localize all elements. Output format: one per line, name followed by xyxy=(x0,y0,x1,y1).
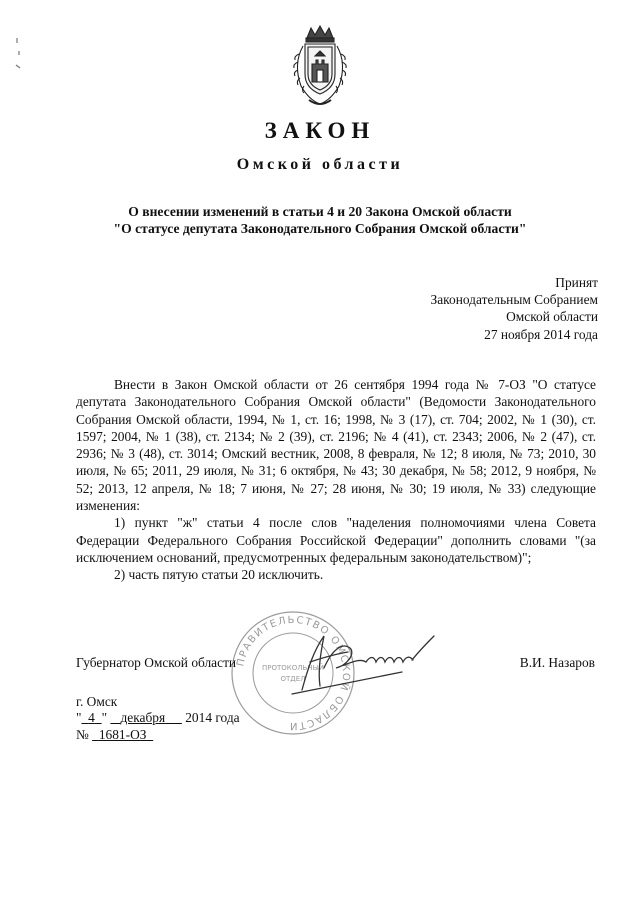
law-body xyxy=(76,376,596,584)
handwritten-signature xyxy=(262,628,442,698)
law-subject-line: "О статусе депутата Законодательного Собрания Омской области" xyxy=(113,221,527,236)
coat-of-arms-icon xyxy=(289,24,351,108)
adoption-line: Омской области xyxy=(506,309,598,325)
place-of-signing: г. Омск xyxy=(76,694,118,709)
body-paragraph: 1) пункт "ж" статьи 4 после слов "наделения полномочиями члена Совета Федерации Федерального Собрания Российской Федерации" дополнить словами "(за исключением оснований, предусмотренных федеральным законодательством)"; xyxy=(76,515,596,565)
number-sign: № xyxy=(76,727,89,742)
date-quote: " xyxy=(101,710,108,725)
signatory-position: Губернатор Омской области xyxy=(76,655,237,670)
margin-marks xyxy=(14,38,24,78)
signing-date xyxy=(76,710,240,726)
date-year: 2014 года xyxy=(185,710,240,725)
adoption-line: Законодательным Собранием xyxy=(430,292,598,308)
adoption-date: 27 ноября 2014 года xyxy=(484,326,598,342)
law-title: ЗАКОН xyxy=(264,118,376,143)
law-number-line xyxy=(76,727,153,743)
stamp-outer-text: ПРАВИТЕЛЬСТВО ОМСКОЙ ОБЛАСТИ xyxy=(235,614,352,732)
body-paragraph: 2) часть пятую статьи 20 исключить. xyxy=(114,567,324,583)
signatory-name: В.И. Назаров xyxy=(519,655,595,670)
law-number: 1681-ОЗ xyxy=(98,727,147,742)
law-subject-line: О внесении изменений в статьи 4 и 20 Закона Омской области xyxy=(128,204,512,219)
adoption-block xyxy=(431,274,598,343)
date-day: 4 xyxy=(88,710,95,725)
adoption-line: Принят xyxy=(555,275,598,290)
body-paragraph: Внести в Закон Омской области от 26 сентября 1994 года № 7-ОЗ "О статусе депутата Законодательного Собрания Омской области" (Ведомости Законодательного Собрания Омской области, 1994, № 1, ст. 16; 1998, № 3 (17), ст. 704; 2002, № 1 (30), ст. 1597; 2004, № 1 (38), ст. 2134; № 2 (39), ст. 2196; № 4 (41), ст. 2343; 2006, № 2 (47), ст. 2936; № 3 (48), ст. 3014; Омский вестник, 2008, 8 февраля, № 12; 8 июля, № 73; 2010, 30 июля, № 65; 2011, 29 июля, № 31; 6 октября, № 43; 30 декабря, № 58; 2012, 9 ноября, № 52; 2013, 12 апреля, № 18; 7 июня, № 27; 28 июня, № 30; 19 июля, № 33) следующие изменения: xyxy=(76,377,596,514)
law-subject xyxy=(70,203,570,237)
stamp-inner-text: ОТДЕЛ xyxy=(280,675,306,683)
date-quote: " xyxy=(76,710,82,725)
date-month: декабря xyxy=(120,710,166,725)
stamp-inner-text: ПРОТОКОЛЬНЫЙ xyxy=(261,664,325,672)
law-region: Омской области xyxy=(236,156,404,173)
